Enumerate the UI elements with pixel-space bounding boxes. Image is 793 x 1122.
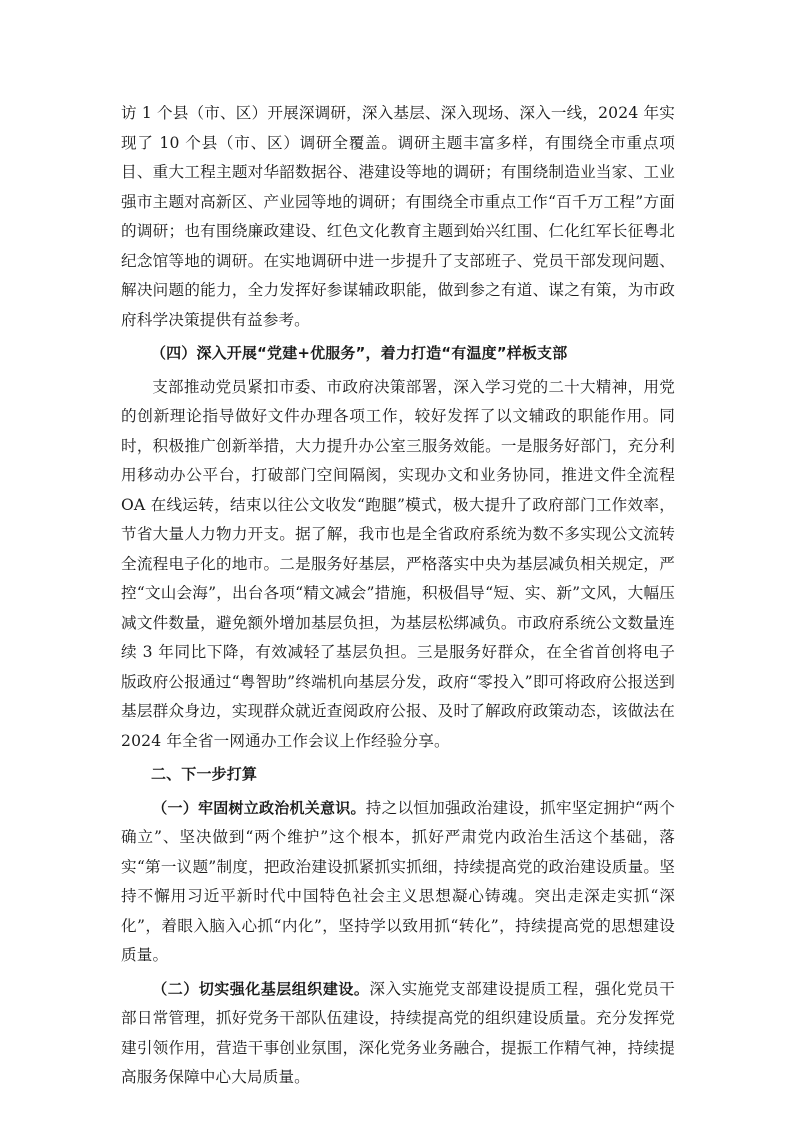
section-heading-next-steps: 二、下一步打算 — [151, 765, 258, 783]
body-paragraph-2: 支部推动党员紧扣市委、市政府决策部署，深入学习党的二十大精神，用党的创新理论指导做好文件办理各项工作，较好发挥了以文辅政的职能作用。同时，积极推广创新举措，大力提升办公室三服务效能。一是服务好部门，充分利用移动办公平台，打破部门空间隔阂，实现办文和业务协同，推进文件全流程 OA 在线运转，结束以往公文收发“跑腿”模式，极大提升了政府部门工作效率，节省大量人力物力开支。据了解，我市也是全省政府系统为数不多实现公文流转全流程电子化的地市。二是服务好基层，严格落实中央为基层减负相关规定，严控“文山会海”，出台各项“精文减会”措施，积极倡导“短、实、新”文风，大幅压减文件数量，避免额外增加基层负担，为基层松绑减负。市政府系统公文数量连续 3 年同比下降，有效减轻了基层负担。三是服务好群众，在全省首创将电子版政府公报通过“粤智助”终端机向基层分发，政府“零投入”即可将政府公报送到基层群众身边，实现群众就近查阅政府公报、及时了解政府政策动态，该做法在 2024 年全省一网通办工作会议上作经验分享。 — [121, 377, 675, 750]
body-paragraph-4 — [121, 975, 675, 1093]
paragraph-lead-1: （一）牢固树立政治机关意识。 — [152, 798, 366, 817]
section-heading-4: （四）深入开展“党建+优服务”，着力打造“有温度”样板支部 — [151, 344, 568, 362]
paragraph-text-1: 持之以恒加强政治建设，抓牢坚定拥护“两个确立”、坚决做到“两个维护”这个根本，抓好严肃党内政治生活这个基础，落实“第一议题”制度，把政治建设抓紧抓实抓细，持续提高党的政治建设质量。坚持不懈用习近平新时代中国特色社会主义思想凝心铸魂。突出走深走实抓“深化”，着眼入脑入心抓“内化”，坚持学以致用抓“转化”，持续提高党的思想建设质量。 — [121, 798, 675, 964]
document-body — [121, 99, 675, 1097]
body-paragraph-3 — [121, 794, 675, 971]
paragraph-text-2: 深入实施党支部建设提质工程，强化党员干部日常管理，抓好党务干部队伍建设，持续提高党的组织建设质量。充分发挥党建引领作用，营造干事创业氛围，深化党务业务融合，提振工作精气神，持续提高服务保障中心大局质量。 — [121, 979, 675, 1086]
paragraph-lead-2: （二）切实强化基层组织建设。 — [152, 979, 370, 998]
body-paragraph-1: 访 1 个县（市、区）开展深调研，深入基层、深入现场、深入一线，2024 年实现了 10 个县（市、区）调研全覆盖。调研主题丰富多样，有围绕全市重点项目、重大工程主题对华韶数据谷、港建设等地的调研；有围绕制造业当家、工业强市主题对高新区、产业园等地的调研；有围绕全市重点工作“百千万工程”方面的调研；也有围绕廉政建设、红色文化教育主题到始兴红围、仁化红军长征粤北纪念馆等地的调研。在实地调研中进一步提升了支部班子、党员干部发现问题、解决问题的能力，全力发挥好参谋辅政职能，做到参之有道、谋之有策，为市政府科学决策提供有益参考。 — [121, 104, 675, 329]
